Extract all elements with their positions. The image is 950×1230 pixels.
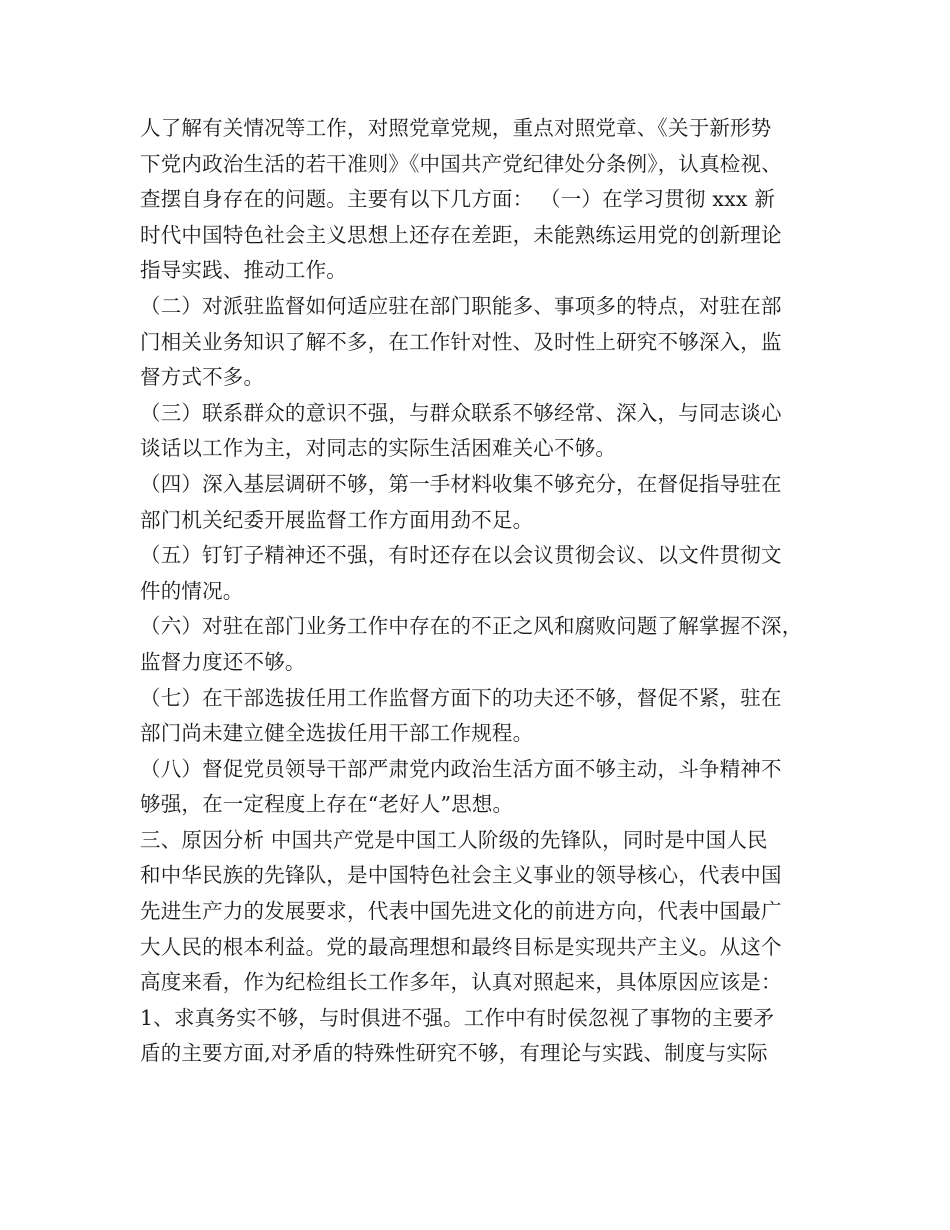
text-line: 监督力度还不够。	[140, 649, 306, 674]
text-line: （二）对派驻监督如何适应驻在部门职能多、事项多的特点，对驻在部	[140, 293, 782, 318]
text-line: 指导实践、推动工作。	[140, 258, 347, 283]
text-line: （三）联系群众的意识不强，与群众联系不够经常、深入，与同志谈心	[140, 400, 782, 425]
text-line: （四）深入基层调研不够，第一手材料收集不够充分，在督促指导驻在	[140, 471, 782, 496]
text-line: （六）对驻在部门业务工作中存在的不正之风和腐败问题了解掌握不深，	[140, 614, 803, 639]
text-line: 先进生产力的发展要求，代表中国先进文化的前进方向，代表中国最广	[140, 899, 782, 924]
text-line: （八）督促党员领导干部严肃党内政治生活方面不够主动，斗争精神不	[140, 756, 782, 781]
text-line: （五）钉钉子精神还不强，有时还存在以会议贯彻会议、以文件贯彻文	[140, 543, 782, 568]
text-line: 件的情况。	[140, 578, 244, 603]
text-line: 查摆自身存在的问题。主要有以下几方面： （一）在学习贯彻 xxx 新	[140, 187, 776, 212]
text-line: 督方式不多。	[140, 365, 265, 390]
text-line: 谈话以工作为主，对同志的实际生活困难关心不够。	[140, 436, 617, 461]
text-line: 部门机关纪委开展监督工作方面用劲不足。	[140, 507, 534, 532]
document-body	[140, 111, 830, 1072]
text-line: 和中华民族的先锋队，是中国特色社会主义事业的领导核心，代表中国	[140, 863, 782, 888]
text-line: 时代中国特色社会主义思想上还存在差距，未能熟练运用党的创新理论	[140, 222, 782, 247]
text-line: 大人民的根本利益。党的最高理想和最终目标是实现共产主义。从这个	[140, 934, 782, 959]
text-line: （七）在干部选拔任用工作监督方面下的功夫还不够，督促不紧，驻在	[140, 685, 782, 710]
text-line: 盾的主要方面,对矛盾的特殊性研究不够，有理论与实践、制度与实际	[140, 1041, 768, 1066]
text-line: 三、原因分析 中国共产党是中国工人阶级的先锋队，同时是中国人民	[140, 827, 768, 852]
text-line: 下党内政治生活的若干准则》《中国共产党纪律处分条例》，认真检视、	[140, 151, 782, 176]
text-line: 人了解有关情况等工作，对照党章党规，重点对照党章、《关于新形势	[140, 116, 772, 140]
text-line: 够强，在一定程度上存在“老好人”思想。	[140, 792, 514, 817]
text-line: 1、求真务实不够，与时俱进不强。工作中有时侯忽视了事物的主要矛	[140, 1005, 775, 1030]
text-line: 门相关业务知识了解不多，在工作针对性、及时性上研究不够深入，监	[140, 329, 782, 354]
text-line: 部门尚未建立健全选拔任用干部工作规程。	[140, 721, 534, 746]
text-line: 高度来看，作为纪检组长工作多年，认真对照起来，具体原因应该是：	[140, 970, 782, 995]
